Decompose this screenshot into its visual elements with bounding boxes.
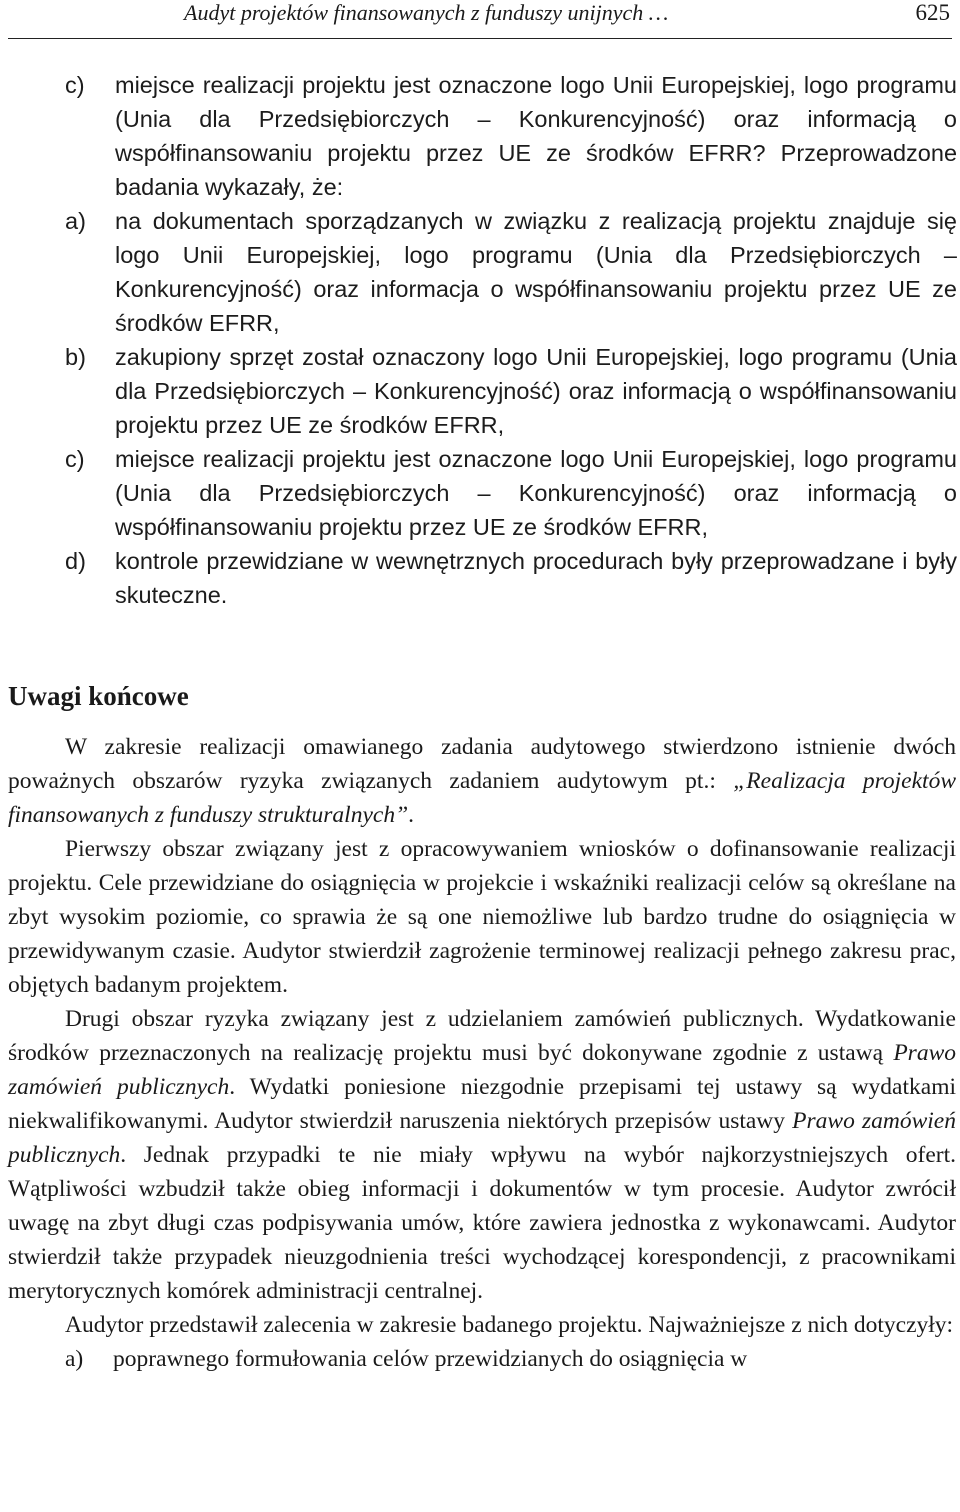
paragraph-text: Drugi obszar ryzyka związany jest z udzielaniem zamówień publicznych. Wydatkowanie środków przeznaczonych na realizację projektu musi być dokonywane zgodnie z ustawą (8, 1006, 956, 1066)
paragraph-italic-title: Prawo zamówień publicznych (8, 1108, 956, 1168)
list-item-text: na dokumentach sporządzanych w związku z realizacją projektu znajduje się logo Unii Europejskiej, logo programu (Unia dla Przedsiębiorczych – Konkurencyjność) oraz informacja o współfinansowaniu projektu przez UE ze środków EFRR, (115, 208, 957, 336)
page-header (8, 0, 952, 39)
paragraph-italic-title: Prawo zamówień publicznych (8, 1040, 956, 1100)
list-item-d (65, 544, 957, 612)
paragraph-italic-title: „Realizacja projektów finansowanych z funduszy strukturalnych” (8, 768, 956, 828)
section-body (8, 730, 956, 1376)
list-item-text: poprawnego formułowania celów przewidzianych do osiągnięcia w (113, 1346, 748, 1372)
list-marker: c) (65, 446, 85, 472)
paragraph-text: . Jednak przypadki te nie miały wpływu na wybór najkorzystniejszych ofert. Wątpliwości wzbudził także obieg informacji i dokumentów w tym procesie. Audytor zwrócił uwagę na zbyt długi czas podpisywania umów, które zawiera jednostka z wykonawcami. Audytor stwierdził także przypadek nieuzgodnienia treści wychodzącej korespondencji, z pracownikami merytorycznych komórek administracji centralnej. (8, 1142, 956, 1304)
list-marker: c) (65, 72, 85, 98)
list-marker: a) (65, 208, 86, 234)
paragraph-text: . (408, 802, 415, 828)
list-marker: b) (65, 344, 86, 370)
paragraph-1 (8, 730, 956, 832)
section-heading: Uwagi końcowe (8, 681, 189, 711)
paragraph-text: . Wydatki poniesione niezgodnie przepisami tej ustawy są wydatkami niekwalifikowanymi. Audytor stwierdził naruszenia niektórych przepisów ustawy (8, 1074, 956, 1134)
list-item-b (65, 340, 957, 442)
list-item-c-first (65, 68, 957, 204)
list-item-text: miejsce realizacji projektu jest oznaczone logo Unii Europejskiej, logo programu (Unia dla Przedsiębiorczych – Konkurencyjność) oraz informacją o współfinansowaniu projektu przez UE ze środków EFRR, (115, 446, 957, 540)
list-marker: d) (65, 548, 86, 574)
list-item-c (65, 442, 957, 544)
list-marker: a) (65, 1346, 84, 1372)
paragraph-text: W zakresie realizacji omawianego zadania audytowego stwierdzono istnienie dwóch poważnych obszarów ryzyka związanych zadaniem audytowym pt.: (8, 734, 956, 794)
paragraph-4: Audytor przedstawił zalecenia w zakresie badanego projektu. Najważniejsze z nich dotyczyły: (65, 1312, 954, 1338)
paragraph-2: Pierwszy obszar związany jest z opracowywaniem wniosków o dofinansowanie realizacji projektu. Cele przewidziane do osiągnięcia w projekcie i wskaźniki realizacji celów są określane na zbyt wysokim poziomie, co sprawia że są one niemożliwe lub bardzo trudne do osiągnięcia w przewidywanym czasie. Audytor stwierdził zagrożenie terminowej realizacji pełnego zakresu prac, objętych badanym projektem. (8, 836, 956, 998)
list-item-text: kontrole przewidziane w wewnętrznych procedurach były przeprowadzane i były skuteczne. (115, 548, 957, 608)
list-item-text: zakupiony sprzęt został oznaczony logo Unii Europejskiej, logo programu (Unia dla Przedsiębiorczych – Konkurencyjność) oraz informacją o współfinansowaniu projektu przez UE ze środków EFRR, (115, 344, 957, 438)
running-title: Audyt projektów finansowanych z funduszy unijnych … (184, 0, 669, 25)
list-item-text: miejsce realizacji projektu jest oznaczone logo Unii Europejskiej, logo programu (Unia dla Przedsiębiorczych – Konkurencyjność) oraz informacją o współfinansowaniu projektu przez UE ze środków EFRR? (115, 72, 957, 166)
upper-list-block (65, 68, 957, 612)
findings-intro: Przeprowadzone badania wykazały, że: (115, 140, 958, 200)
recommendation-item-a (8, 1342, 956, 1376)
paragraph-3 (8, 1002, 956, 1308)
page-number: 625 (915, 0, 950, 25)
list-item-a (65, 204, 957, 340)
